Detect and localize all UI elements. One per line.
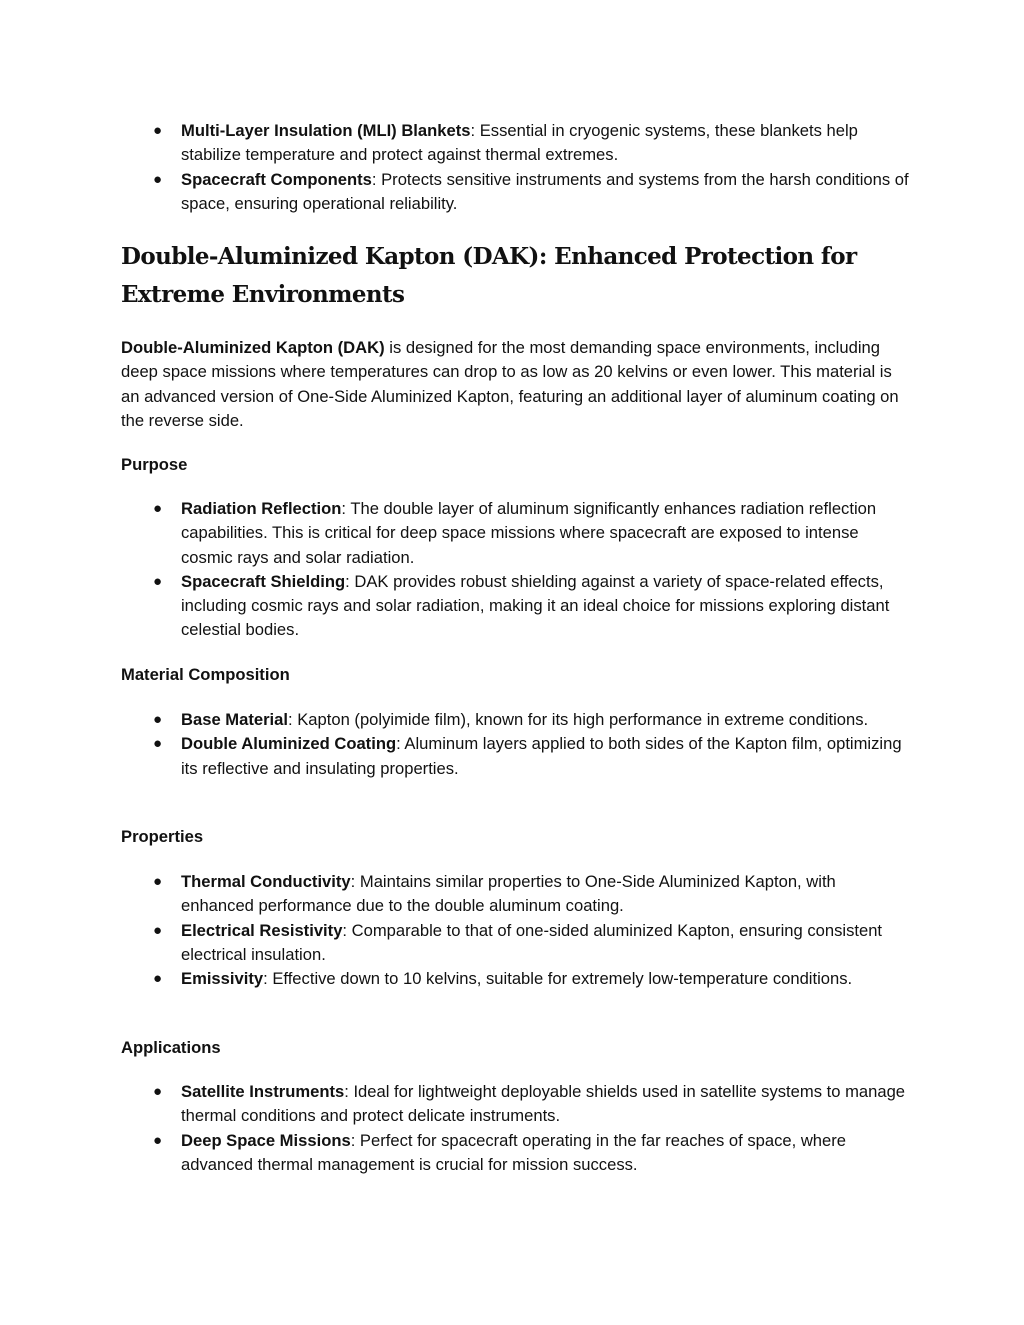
list-item xyxy=(121,870,911,919)
intro-paragraph xyxy=(121,336,901,433)
properties-title-block xyxy=(121,825,911,849)
bullet-icon: ● xyxy=(153,873,163,890)
properties-list-block xyxy=(121,870,911,991)
list-item xyxy=(121,1080,911,1129)
bullet-icon: ● xyxy=(153,572,163,590)
list-item-term: Spacecraft Shielding xyxy=(181,571,346,591)
list-item-text: : Comparable to that of one-sided aluminized Kapton, ensuring consistent electrical insulation. xyxy=(181,920,883,964)
bullet-icon: ● xyxy=(153,1083,163,1100)
applications-title: Applications xyxy=(121,1038,221,1057)
list-item-text: : Ideal for lightweight deployable shields used in satellite systems to manage thermal conditions and protect delicate instruments. xyxy=(181,1082,906,1126)
applications-title-block xyxy=(121,1036,911,1060)
list-item-term: Radiation Reflection xyxy=(181,499,342,518)
list-item-term: Deep Space Missions xyxy=(181,1130,351,1150)
list-item-text: : Kapton (polyimide film), known for its high performance in extreme conditions. xyxy=(288,710,869,729)
bullet-icon: ● xyxy=(153,921,163,939)
list-item-text: : DAK provides robust shielding against a variety of space-related effects, including cosmic rays and solar radiation, making it an ideal choice for missions exploring distant celestial bodies. xyxy=(181,571,890,640)
purpose-title: Purpose xyxy=(121,455,188,474)
composition-title-block xyxy=(121,663,911,687)
list-item xyxy=(121,1129,911,1178)
bullet-icon: ● xyxy=(153,1131,163,1149)
purpose-list xyxy=(121,497,911,643)
applications-list xyxy=(121,1080,911,1177)
bullet-icon: ● xyxy=(153,500,163,517)
intro-text: is designed for the most demanding space environments, including deep space missions where temperatures can drop to as low as 20 kelvins or even lower. This material is an advanced version of One-Side Aluminized Kapton, featuring an additional layer of aluminum coating on the reverse side. xyxy=(121,338,899,430)
list-item-term: Spacecraft Components xyxy=(181,169,372,189)
bullet-icon: ● xyxy=(153,970,163,988)
list-item-text: : The double layer of aluminum significantly enhances radiation reflection capabilities. This is critical for deep space missions where spacecraft are exposed to intense cosmic rays and solar radiation. xyxy=(181,499,877,567)
composition-list-block xyxy=(121,708,911,781)
list-item xyxy=(121,967,911,991)
top-list-block xyxy=(121,119,911,216)
list-item-text: : Essential in cryogenic systems, these blankets help stabilize temperature and protect against thermal extremes. xyxy=(181,121,858,165)
list-item xyxy=(121,919,911,968)
list-item-term: Base Material xyxy=(181,710,288,729)
list-item-term: Multi-Layer Insulation (MLI) Blankets xyxy=(181,121,471,140)
composition-list xyxy=(121,708,911,781)
section-heading-block xyxy=(121,238,921,314)
bullet-icon: ● xyxy=(153,735,163,753)
bullet-icon: ● xyxy=(153,170,163,188)
intro-term: Double-Aluminized Kapton (DAK) xyxy=(121,338,385,357)
bullet-icon: ● xyxy=(153,122,163,139)
list-item xyxy=(121,570,911,643)
purpose-title-block xyxy=(121,453,911,477)
list-item-text: : Aluminum layers applied to both sides of the Kapton film, optimizing its reflective and insulating properties. xyxy=(181,734,902,778)
list-item-text: : Maintains similar properties to One-Side Aluminized Kapton, with enhanced performance due to the double aluminum coating. xyxy=(181,872,836,916)
list-item xyxy=(121,119,911,168)
composition-title: Material Composition xyxy=(121,665,290,684)
list-item-term: Emissivity xyxy=(181,969,264,989)
list-item xyxy=(121,168,911,217)
list-item-term: Electrical Resistivity xyxy=(181,920,343,940)
bullet-icon: ● xyxy=(153,711,163,728)
properties-list xyxy=(121,870,911,991)
purpose-list-block xyxy=(121,497,911,643)
list-item-text: : Protects sensitive instruments and systems from the harsh conditions of space, ensuring operational reliability. xyxy=(181,169,909,213)
applications-list-block xyxy=(121,1080,911,1177)
list-item xyxy=(121,708,911,732)
list-item-term: Thermal Conductivity xyxy=(181,872,351,891)
list-item-term: Satellite Instruments xyxy=(181,1082,345,1101)
section-heading: Double-Aluminized Kapton (DAK): Enhanced Protection for Extreme Environments xyxy=(121,243,857,308)
list-item-text: : Perfect for spacecraft operating in the far reaches of space, where advanced thermal management is crucial for mission success. xyxy=(181,1130,847,1174)
list-item xyxy=(121,732,911,781)
list-item xyxy=(121,497,911,570)
list-item-term: Double Aluminized Coating xyxy=(181,734,397,754)
intro-block xyxy=(121,336,901,433)
top-list xyxy=(121,119,911,216)
properties-title: Properties xyxy=(121,827,204,846)
list-item-text: : Effective down to 10 kelvins, suitable for extremely low-temperature conditions. xyxy=(263,969,853,989)
